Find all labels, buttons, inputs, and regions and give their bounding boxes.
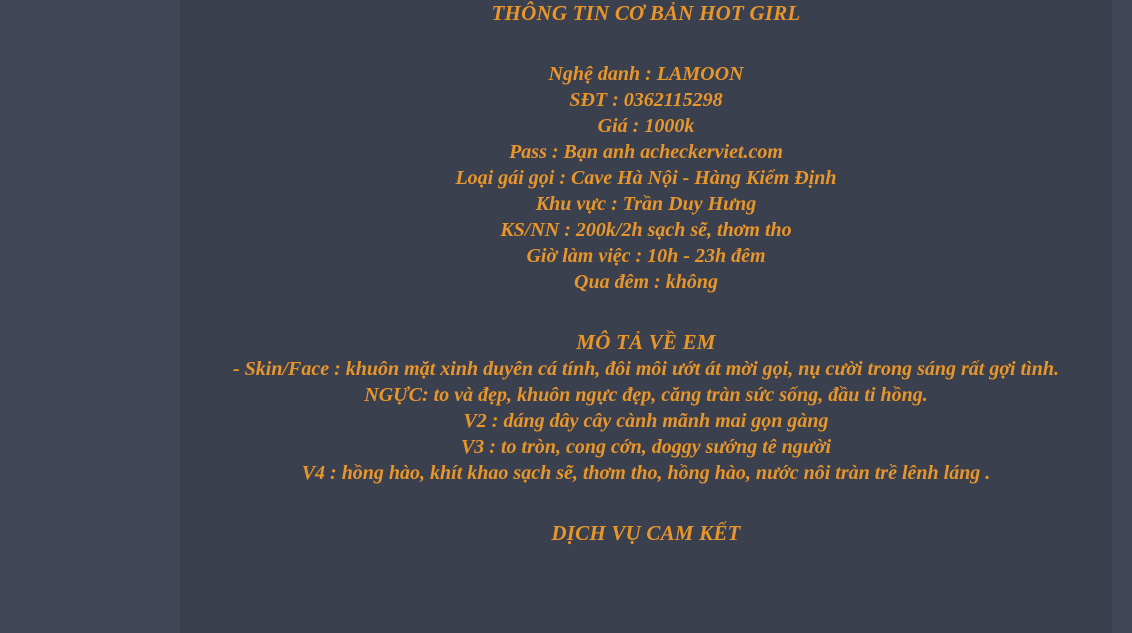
document-title: THÔNG TIN CƠ BẢN HOT GIRL (491, 1, 801, 25)
info-line-working-hours: Giờ làm việc : 10h - 23h đêm (526, 245, 766, 267)
info-line-hotel: KS/NN : 200k/2h sạch sẽ, thơm tho (500, 219, 792, 241)
description-line-v2: V2 : dáng dây cây cành mãnh mai gọn gàng (463, 410, 829, 432)
description-line-v3: V3 : to tròn, cong cớn, doggy sướng tê người (460, 436, 832, 458)
spacer (180, 295, 1112, 329)
description-heading: MÔ TẢ VỀ EM (576, 330, 716, 354)
info-line-pass: Pass : Bạn anh acheckerviet.com (509, 141, 783, 163)
info-line-price: Giá : 1000k (597, 115, 695, 137)
description-line-chest: NGỰC: to và đẹp, khuôn ngực đẹp, căng tràn sức sống, đầu ti hồng. (364, 384, 928, 406)
services-heading: DỊCH VỤ CAM KẾT (551, 521, 741, 545)
info-line-area: Khu vực : Trần Duy Hưng (535, 193, 757, 215)
right-gutter (1112, 0, 1132, 633)
left-gutter (0, 0, 180, 633)
info-line-overnight: Qua đêm : không (574, 271, 718, 293)
document-body (180, 0, 1112, 547)
info-line-type: Loại gái gọi : Cave Hà Nội - Hàng Kiểm Định (455, 167, 837, 189)
document-content-panel (180, 0, 1112, 633)
description-line-v4: V4 : hồng hào, khít khao sạch sẽ, thơm tho, hồng hào, nước nôi tràn trề lênh láng . (301, 462, 991, 484)
description-line-skin-face: - Skin/Face : khuôn mặt xinh duyên cá tính, đôi môi ướt át mời gọi, nụ cười trong sáng rất gợi tình. (233, 358, 1059, 380)
info-line-stage-name: Nghệ danh : LAMOON (548, 63, 744, 85)
info-line-phone: SĐT : 0362115298 (569, 89, 723, 111)
spacer (180, 486, 1112, 520)
spacer (180, 27, 1112, 61)
